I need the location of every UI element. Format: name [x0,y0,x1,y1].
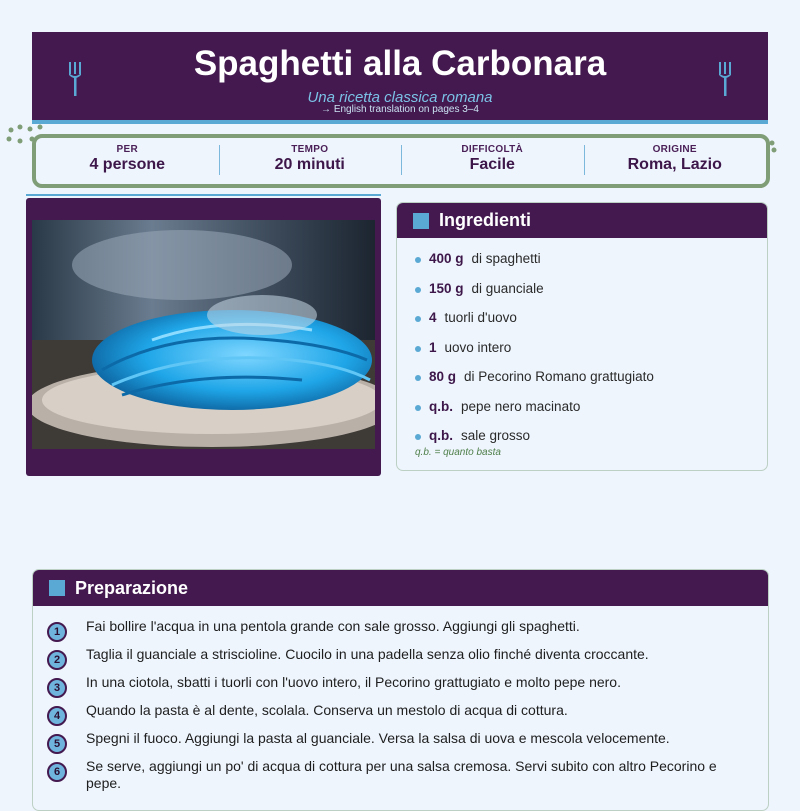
bullet-icon [415,316,421,322]
bullet-icon [415,375,421,381]
info-servings [36,138,219,184]
translation-note: → English translation on pages 3–4 [321,104,479,115]
list-item [415,369,654,399]
ingredient-quantity: q.b. [429,398,453,414]
info-origin [584,138,767,184]
info-label: TEMPO [291,144,329,155]
info-time [219,138,402,184]
square-bullet-icon [49,580,65,596]
recipe-title: Spaghetti alla Carbonara [193,44,607,83]
dish-photo-card [26,198,381,476]
fork-icon [719,62,731,96]
ingredient-name: sale grosso [461,428,531,443]
ingredient-name: di Pecorino Romano grattugiato [464,369,654,384]
list-item [415,281,654,311]
ingredient-name: uovo intero [444,339,512,355]
info-label: DIFFICOLTÀ [461,144,524,155]
info-value: 4 persone [89,156,166,173]
step-number-badge: 6 [47,762,67,782]
ingredient-name: pepe nero macinato [461,398,581,414]
preparation-heading: Preparazione [75,577,189,598]
ingredient-list [415,251,654,458]
ingredient-name: di guanciale [471,280,544,296]
step-text: Se serve, aggiungi un po' di acqua di cottura per una salsa cremosa. Servi subito con altro Pecorino e pepe. [86,758,717,791]
ingredient-quantity: q.b. [429,428,453,443]
recipe-header [32,32,768,124]
ingredient-quantity: 80 g [429,369,457,384]
preparation-panel [32,569,769,811]
step-text: Fai bollire l'acqua in una pentola grande con sale grosso. Aggiungi gli spaghetti. [86,618,580,634]
step-text: Quando la pasta è al dente, scolala. Conserva un mestolo di acqua di cottura. [86,702,568,718]
ingredients-footnote: q.b. = quanto basta [415,447,501,458]
square-bullet-icon [413,213,429,229]
ingredient-quantity: 150 g [429,280,464,296]
bullet-icon [415,434,421,440]
ingredients-panel [396,202,768,471]
ingredients-heading: Ingredienti [439,210,532,230]
step-number-badge: 2 [47,650,67,670]
step-text: Spegni il fuoco. Aggiungi la pasta al guanciale. Versa la salsa di uova e mescola velocemente. [86,730,670,746]
step-number-badge: 4 [47,706,67,726]
dish-photo [32,220,375,449]
step-number-badge: 5 [47,734,67,754]
list-item [415,310,654,340]
list-item [415,251,654,281]
preparation-header [33,570,768,606]
bullet-icon [415,257,421,263]
ingredient-quantity: 1 [429,339,437,355]
recipe-subtitle: Una ricetta classica romana [307,89,493,106]
bullet-icon [415,346,421,352]
info-value: Facile [469,156,515,173]
step-number-badge: 1 [47,622,67,642]
accent-divider [26,194,381,196]
step-number-badge: 3 [47,678,67,698]
ingredients-header [397,203,767,238]
ingredient-name: tuorli d'uovo [444,310,517,325]
ingredient-quantity: 4 [429,310,437,325]
info-value: Roma, Lazio [627,156,722,173]
step-text: Taglia il guanciale a striscioline. Cuocilo in una padella senza olio finché diventa croccante. [86,646,649,662]
list-item [415,340,654,370]
ingredient-name: di spaghetti [471,251,541,266]
info-difficulty [401,138,584,184]
bullet-icon [415,405,421,411]
bullet-icon [415,287,421,293]
step-text: In una ciotola, sbatti i tuorli con l'uovo intero, il Pecorino grattugiato e molto pepe nero. [86,674,621,690]
info-label: PER [116,144,138,155]
info-value: 20 minuti [274,156,345,173]
ingredient-quantity: 400 g [429,251,464,266]
recipe-info-bar [32,134,770,188]
list-item [415,399,654,429]
info-label: ORIGINE [652,144,697,155]
